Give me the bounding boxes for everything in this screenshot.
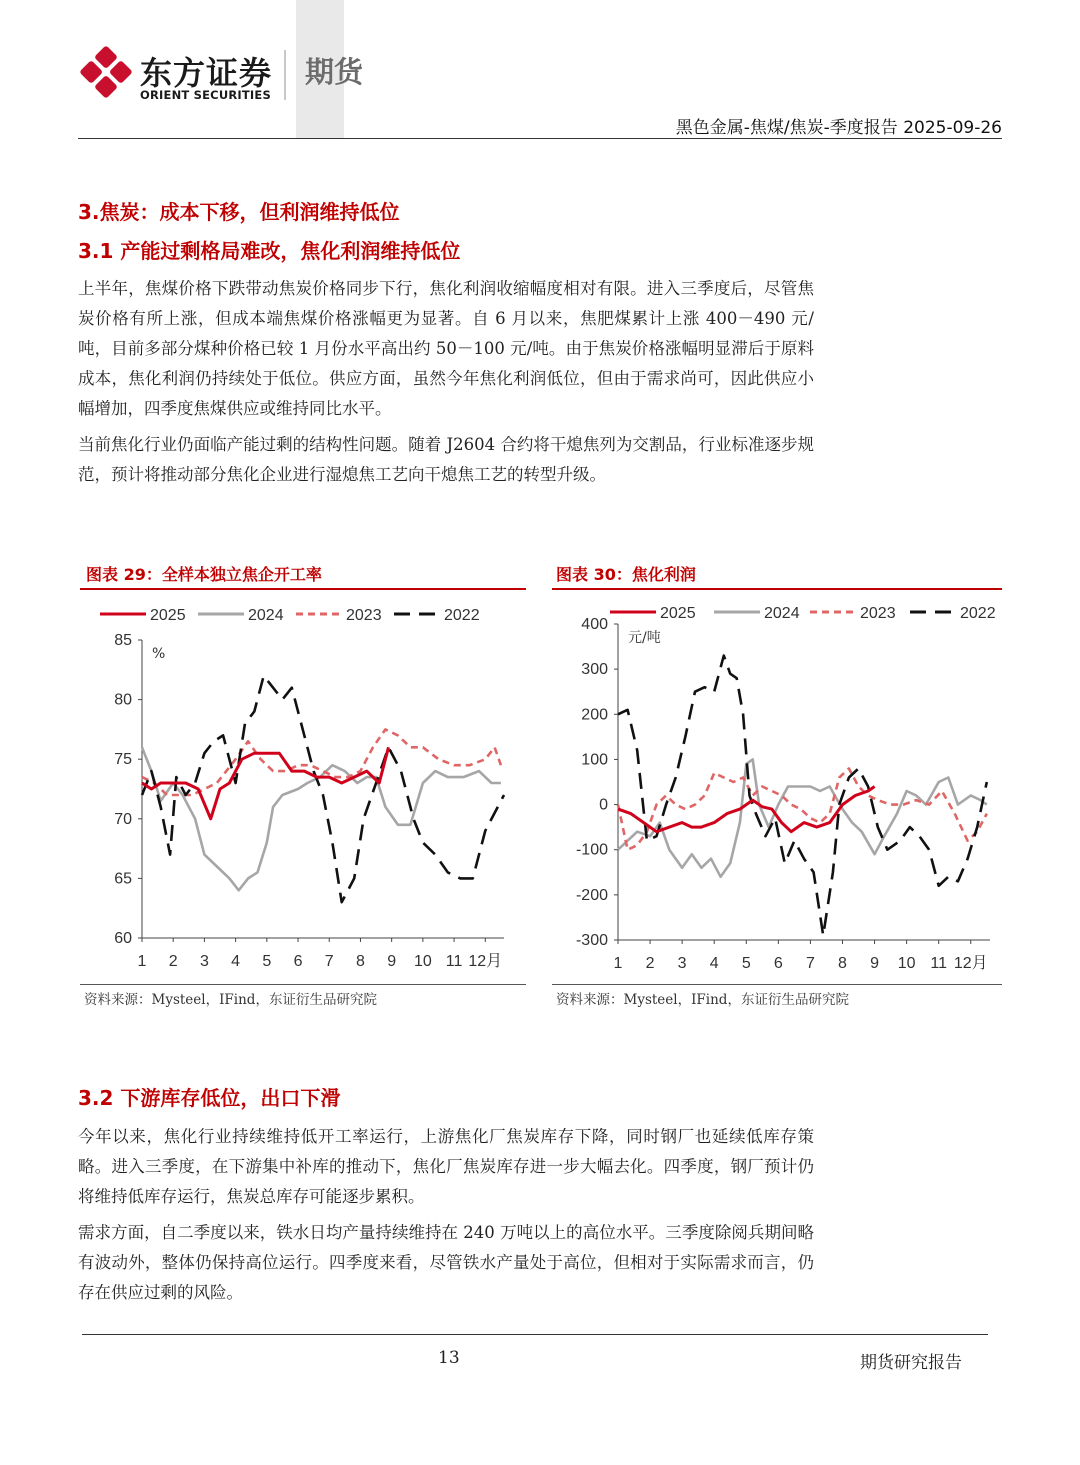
paragraph-4: 需求方面，自二季度以来，铁水日均产量持续维持在 240 万吨以上的高位水平。三季度除阅兵期间略有波动外，整体仍保持高位运行。四季度来看，尽管铁水产量处于高位，但相对于实际需求而言，仍存在供应过剩的风险。 — [78, 1223, 814, 1302]
x-tick-label: 12月 — [953, 955, 988, 972]
x-tick-label: 11 — [930, 955, 947, 972]
report-title: 黑色金属-焦煤/焦炭-季度报告 2025-09-26 — [675, 118, 1002, 138]
header-divider — [78, 138, 1002, 139]
x-tick-label: 9 — [387, 953, 397, 970]
x-tick-label: 4 — [231, 953, 241, 970]
series-line-2025 — [142, 747, 389, 819]
x-tick-label: 12月 — [468, 953, 503, 970]
paragraph-1: 上半年，焦煤价格下跌带动焦炭价格同步下行，焦化利润收缩幅度相对有限。进入三季度后，尽管焦炭价格有所上涨，但成本端焦煤价格涨幅更为显著。自 6 月以来，焦肥煤累计上涨 400－490 元/吨，目前多部分煤种价格已较 1 月份水平高出约 50－100 元/吨。由于焦炭价格涨幅明显滞后于原料成本，焦化利润仍持续处于低位。供应方面，虽然今年焦化利润低位，但由于需求尚可，因此供应小幅增加，四季度焦煤供应或维持同比水平。 — [78, 279, 814, 418]
orient-securities-logo-icon — [78, 44, 134, 100]
x-tick-label: 1 — [137, 953, 147, 970]
legend-entry-2023 — [296, 607, 382, 624]
legend-label: 2022 — [960, 605, 996, 622]
figure-29-source: 资料来源：Mysteel，IFind，东证衍生品研究院 — [84, 992, 377, 1008]
y-tick-label: 400 — [581, 616, 608, 633]
y-tick-label: 200 — [581, 706, 608, 724]
legend-entry-2025 — [100, 607, 186, 624]
division-label: 期货 — [305, 55, 364, 89]
subsection-heading-3-2: 3.2 下游库存低位，出口下滑 — [78, 1086, 341, 1110]
brand-name-cn: 东方证券 — [140, 54, 273, 92]
x-tick-label: 6 — [293, 953, 303, 970]
x-tick-label: 6 — [773, 955, 783, 972]
legend-label: 2023 — [346, 607, 382, 624]
legend-entry-2024 — [714, 605, 800, 622]
legend-label: 2022 — [444, 607, 480, 624]
legend-label: 2025 — [150, 607, 186, 624]
figure-30-title: 图表 30：焦化利润 — [556, 565, 696, 584]
legend-entry-2022 — [910, 605, 996, 622]
y-tick-label: 0 — [599, 796, 608, 814]
legend-label: 2023 — [860, 605, 896, 622]
page-number: 13 — [438, 1348, 460, 1368]
x-tick-label: 8 — [838, 955, 847, 972]
y-tick-label: 300 — [581, 661, 608, 679]
chart-coking-utilization-rate — [80, 592, 526, 982]
paragraph-2: 当前焦化行业仍面临产能过剩的结构性问题。随着 J2604 合约将干熄焦列为交割品，行业标准逐步规范，预计将推动部分焦化企业进行湿熄焦工艺向干熄焦工艺的转型升级。 — [78, 435, 814, 484]
unit-label: 元/吨 — [628, 630, 661, 646]
figure-30-top-rule — [552, 588, 1002, 590]
legend-entry-2022 — [394, 607, 480, 624]
legend-label: 2025 — [660, 605, 696, 622]
x-tick-label: 5 — [262, 953, 272, 970]
y-tick-label: 65 — [114, 870, 132, 888]
y-tick-label: 85 — [114, 632, 132, 649]
x-tick-label: 1 — [613, 955, 623, 972]
figure-29-title: 图表 29：全样本独立焦企开工率 — [86, 565, 322, 584]
figure-30-bottom-rule — [552, 984, 1002, 985]
series-line-2023 — [142, 729, 501, 795]
legend-entry-2024 — [198, 607, 284, 624]
x-tick-label: 4 — [709, 955, 719, 972]
unit-label: % — [152, 646, 166, 662]
y-tick-label: -200 — [575, 886, 608, 904]
legend-label: 2024 — [764, 605, 800, 622]
x-tick-label: 2 — [645, 955, 655, 972]
section-heading: 3.焦炭：成本下移，但利润维持低位 — [78, 200, 400, 224]
x-tick-label: 3 — [677, 955, 687, 972]
y-tick-label: -300 — [575, 932, 608, 949]
x-tick-label: 9 — [870, 955, 880, 972]
x-tick-label: 5 — [741, 955, 751, 972]
y-tick-label: -100 — [575, 841, 608, 859]
chart-coking-profit — [552, 592, 1002, 982]
y-tick-label: 75 — [114, 751, 132, 769]
y-tick-label: 100 — [581, 751, 608, 769]
brand-separator — [284, 50, 286, 100]
x-tick-label: 3 — [199, 953, 209, 970]
y-tick-label: 60 — [114, 930, 132, 947]
x-tick-label: 2 — [168, 953, 178, 970]
figure-29-top-rule — [80, 588, 526, 590]
x-tick-label: 10 — [897, 955, 916, 972]
paragraph-3: 今年以来，焦化行业持续维持低开工率运行，上游焦化厂焦炭库存下降，同时钢厂也延续低库存策略。进入三季度，在下游集中补库的推动下，焦化厂焦炭库存进一步大幅去化。四季度，钢厂预计仍将维持低库存运行，焦炭总库存可能逐步累积。 — [78, 1127, 814, 1206]
x-tick-label: 8 — [355, 953, 365, 970]
legend-label: 2024 — [248, 607, 284, 624]
x-tick-label: 10 — [413, 953, 432, 970]
series-line-2024 — [142, 747, 501, 890]
x-tick-label: 11 — [445, 953, 463, 970]
figure-29-bottom-rule — [80, 984, 526, 985]
x-tick-label: 7 — [324, 953, 334, 970]
brand-name-en: ORIENT SECURITIES — [140, 88, 271, 102]
y-tick-label: 70 — [114, 810, 132, 828]
footer-divider — [82, 1334, 988, 1335]
legend-entry-2023 — [810, 605, 896, 622]
x-tick-label: 7 — [805, 955, 815, 972]
footer-label: 期货研究报告 — [860, 1353, 962, 1373]
legend-entry-2025 — [610, 605, 696, 622]
subsection-heading-3-1: 3.1 产能过剩格局难改，焦化利润维持低位 — [78, 239, 461, 263]
figure-30-source: 资料来源：Mysteel，IFind，东证衍生品研究院 — [556, 992, 849, 1008]
y-tick-label: 80 — [114, 691, 132, 709]
